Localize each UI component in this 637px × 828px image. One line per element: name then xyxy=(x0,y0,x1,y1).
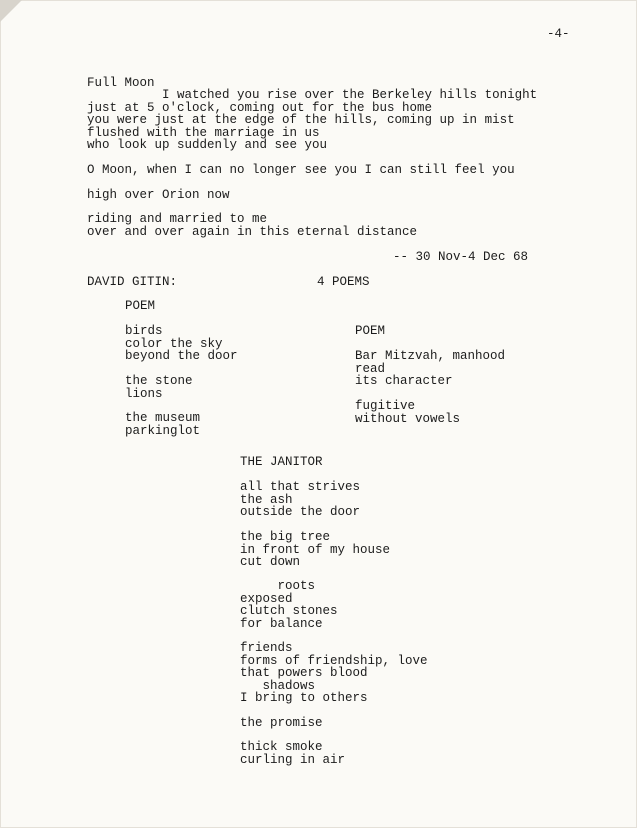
poem-line: parkinglot xyxy=(125,423,201,438)
poem2-stanza-1 xyxy=(355,350,505,388)
poem-line: fugitive xyxy=(355,399,416,413)
poem-line: the big tree xyxy=(240,530,331,544)
author-name: DAVID GITIN: xyxy=(87,275,178,289)
poem-line: forms of friendship, love xyxy=(240,653,428,668)
page-number: -4- xyxy=(547,27,570,41)
janitor-stanza-1 xyxy=(240,481,360,519)
poem-line: lions xyxy=(125,386,163,401)
poem-date: -- 30 Nov-4 Dec 68 xyxy=(393,250,529,264)
poem-line: high over Orion now xyxy=(87,188,230,202)
janitor-stanza-4 xyxy=(240,642,428,705)
poem1-stanza-2 xyxy=(125,375,193,400)
poem-line: that powers blood xyxy=(240,666,368,680)
full-moon-stanza-1 xyxy=(87,89,537,152)
poem-line: cut down xyxy=(240,555,301,569)
poem-line: who look up suddenly and see you xyxy=(87,138,328,152)
poem-line: just at 5 o'clock, coming out for the bus home xyxy=(87,100,433,115)
poem-title: POEM xyxy=(125,299,156,313)
poem-line: without vowels xyxy=(355,411,461,426)
poem-line: read xyxy=(355,361,386,376)
poem-line: riding and married to me xyxy=(87,212,268,226)
poem-line: color the sky xyxy=(125,336,223,351)
section-heading: 4 POEMS xyxy=(317,275,370,289)
poem-line: its character xyxy=(355,374,453,388)
poem-title-full-moon: Full Moon xyxy=(87,76,155,90)
poem-line: clutch stones xyxy=(240,604,338,618)
poem2-stanza-2 xyxy=(355,400,460,425)
poem-line: O Moon, when I can no longer see you I can still feel you xyxy=(87,163,515,177)
poem-title: POEM xyxy=(355,324,386,338)
poem-line: outside the door xyxy=(240,505,361,519)
janitor-stanza-3 xyxy=(240,580,338,630)
poem-line: flushed with the marriage in us xyxy=(87,125,320,140)
janitor-stanza-2 xyxy=(240,531,390,569)
full-moon-stanza-end xyxy=(87,213,417,238)
poem1-stanza-1 xyxy=(125,325,238,363)
poem-line: curling in air xyxy=(240,752,346,767)
poem-line: exposed xyxy=(240,591,293,606)
poem-line: shadows xyxy=(240,678,316,693)
poem-line: I watched you rise over the Berkeley hills tonight xyxy=(87,88,538,102)
poem-line: roots xyxy=(240,579,316,593)
poem-line: in front of my house xyxy=(240,542,391,557)
poem-title: THE JANITOR xyxy=(240,455,323,469)
poem-line: the museum xyxy=(125,411,201,425)
poem-line: the promise xyxy=(240,716,323,730)
poem-line: friends xyxy=(240,641,293,655)
janitor-stanza-6 xyxy=(240,741,345,766)
poem1-stanza-3 xyxy=(125,412,200,437)
poem-line: thick smoke xyxy=(240,740,323,754)
poem-line: all that strives xyxy=(240,480,361,494)
poem-line: the ash xyxy=(240,492,293,507)
poem-line: the stone xyxy=(125,374,193,388)
poem-line: birds xyxy=(125,324,163,338)
poem-line: beyond the door xyxy=(125,349,238,363)
poem-line: for balance xyxy=(240,616,323,631)
poem-line: Bar Mitzvah, manhood xyxy=(355,349,506,363)
poem-line: over and over again in this eternal distance xyxy=(87,224,418,239)
folded-corner xyxy=(0,0,22,22)
poem-line: I bring to others xyxy=(240,691,368,705)
poem-line: you were just at the edge of the hills, coming up in mist xyxy=(87,113,515,127)
